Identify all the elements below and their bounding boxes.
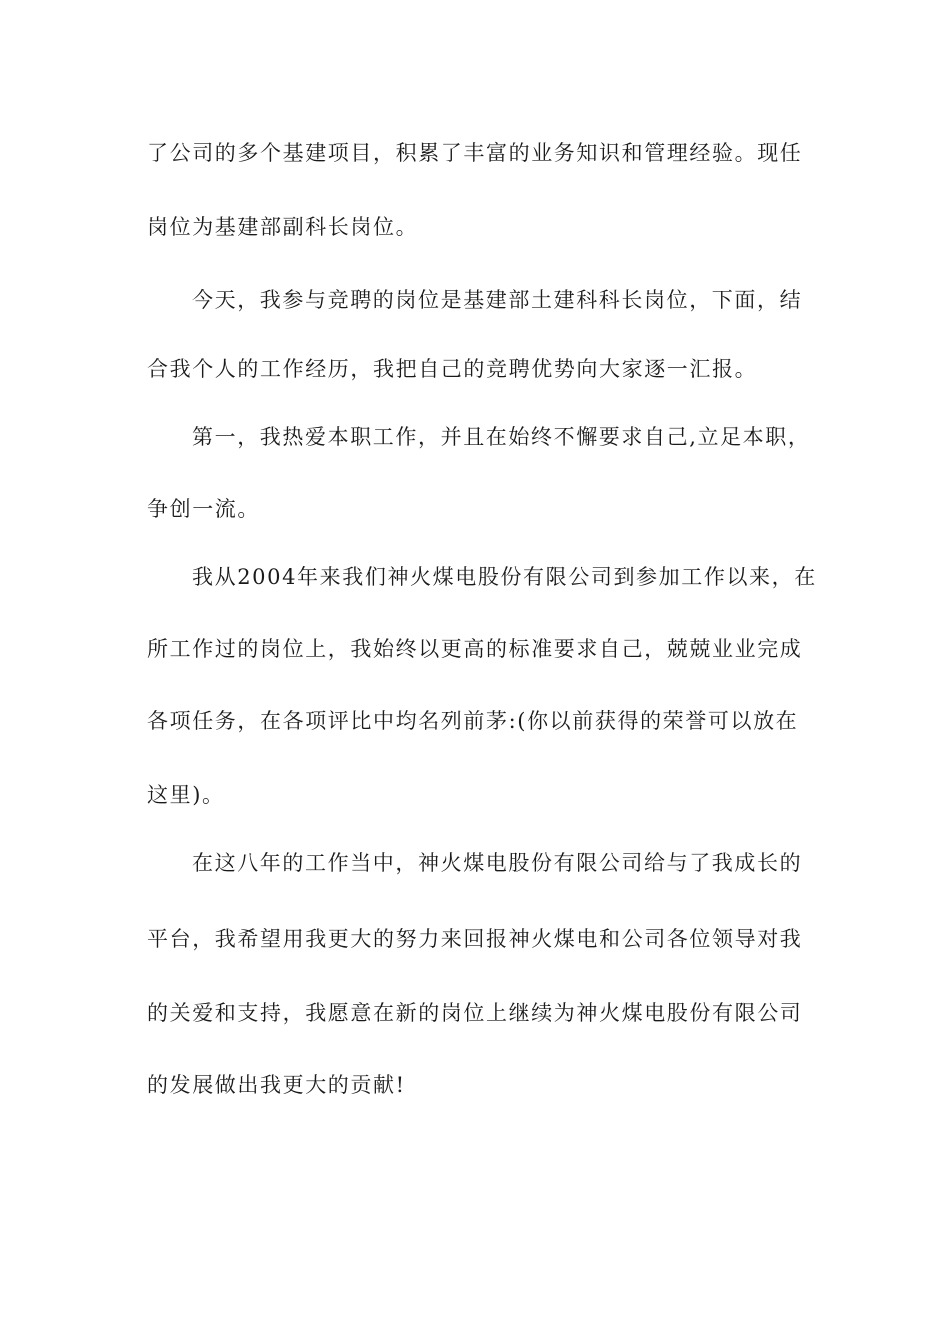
text-line: 的关爱和支持，我愿意在新的岗位上继续为神火煤电股份有限公司	[147, 1001, 803, 1025]
text-line: 争创一流。	[147, 497, 260, 521]
text-line: 这里)。	[147, 783, 225, 807]
text-line: 所工作过的岗位上，我始终以更高的标准要求自己，兢兢业业完成	[147, 637, 803, 661]
text-line: 各项任务，在各项评比中均名列前茅:(你以前获得的荣誉可以放在	[147, 709, 799, 733]
paragraph-first-line: 今天，我参与竞聘的岗位是基建部土建科科长岗位，下面，结	[192, 288, 803, 312]
text-line: 合我个人的工作经历，我把自己的竞聘优势向大家逐一汇报。	[147, 357, 758, 381]
text-line: 的发展做出我更大的贡献!	[147, 1073, 406, 1097]
paragraph-first-line: 我从2004年来我们神火煤电股份有限公司到参加工作以来，在	[192, 565, 817, 589]
text-line: 平台，我希望用我更大的努力来回报神火煤电和公司各位领导对我	[147, 927, 803, 951]
paragraph-first-line: 第一，我热爱本职工作，并且在始终不懈要求自己,立足本职，	[192, 425, 811, 449]
text-line: 岗位为基建部副科长岗位。	[147, 215, 419, 239]
text-line: 了公司的多个基建项目，积累了丰富的业务知识和管理经验。现任	[147, 141, 803, 165]
paragraph-first-line: 在这八年的工作当中，神火煤电股份有限公司给与了我成长的	[192, 851, 803, 875]
